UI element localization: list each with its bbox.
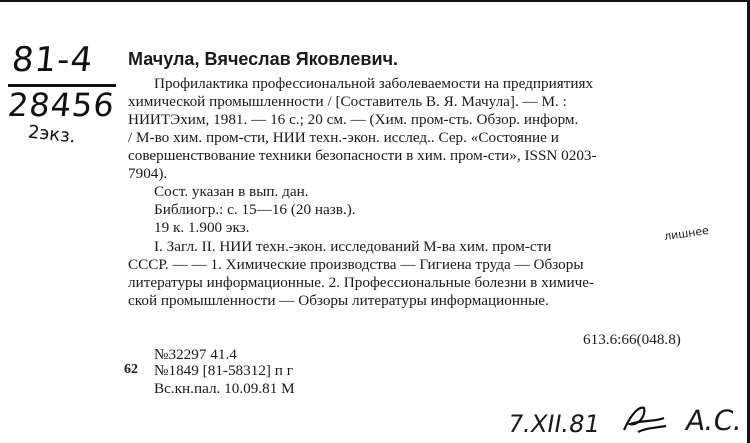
- handwritten-initials: A.C.: [683, 404, 745, 437]
- record-line: №32297 41.4: [154, 346, 237, 363]
- handwritten-call-number-top: 81-4: [9, 40, 96, 80]
- description-line: химической промышленности / [Составитель В. Я. Мачула]. — М. :: [128, 93, 567, 110]
- author-heading: Мачула, Вячеслав Яковлевич.: [128, 49, 399, 69]
- note-line: Библиогр.: с. 15—16 (20 назв.).: [154, 201, 356, 218]
- description-line: Профилактика профессиональной заболеваемости на предприятиях: [154, 75, 594, 92]
- handwritten-call-number-bottom: 28456: [6, 86, 117, 124]
- tracing-line: СССР. — — 1. Химические производства — Гигиена труда — Обзоры: [128, 256, 584, 273]
- description-line: совершенствование техники безопасности в хим. пром-сти», ISSN 0203-: [128, 147, 597, 164]
- sheet-number: 62: [124, 362, 138, 377]
- handwritten-signature-mark: [620, 402, 670, 443]
- tracing-line: I. Загл. II. НИИ техн.-экон. исследований М-ва хим. пром-сти: [154, 238, 552, 255]
- description-line: 7904).: [128, 165, 168, 182]
- tracing-line: литературы информационные. 2. Профессиональные болезни в химиче-: [128, 274, 595, 291]
- handwritten-date: 7.XII.81: [505, 410, 603, 438]
- handwritten-copies: 2экз.: [27, 121, 77, 148]
- record-line: №1849 [81-58312] п г: [154, 362, 293, 379]
- note-line: Сост. указан в вып. дан.: [154, 183, 309, 200]
- note-line: 19 к. 1.900 экз.: [154, 219, 250, 236]
- description-line: НИИТЭхим, 1981. — 16 с.; 20 см. — (Хим. пром-сть. Обзор. информ.: [128, 111, 579, 128]
- tracing-line: ской промышленности — Обзоры литературы информационные.: [128, 292, 549, 309]
- card-top-border: [0, 0, 750, 2]
- description-line: / М-во хим. пром-сти, НИИ техн.-экон. исслед.. Сер. «Состояние и: [128, 129, 559, 146]
- handwritten-note: лишнее: [663, 223, 710, 244]
- record-line: Вс.кн.пал. 10.09.81 М: [154, 380, 295, 397]
- udc-classification: 613.6:66(048.8): [583, 331, 681, 348]
